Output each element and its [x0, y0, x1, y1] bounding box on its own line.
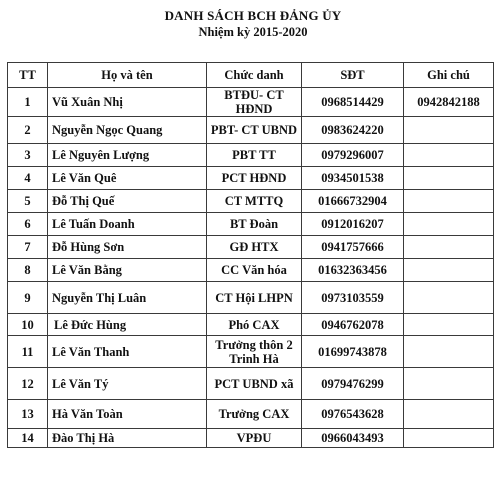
cell-note	[404, 236, 494, 259]
cell-phone: 0934501538	[302, 167, 404, 190]
column-header-tt: TT	[8, 63, 48, 88]
cell-note	[404, 213, 494, 236]
cell-name: Lê Tuấn Doanh	[48, 213, 207, 236]
cell-phone: 01632363456	[302, 259, 404, 282]
cell-role: VPĐU	[207, 429, 302, 448]
cell-name: Đào Thị Hà	[48, 429, 207, 448]
cell-role: PCT HĐND	[207, 167, 302, 190]
cell-name: Lê Văn Quê	[48, 167, 207, 190]
cell-tt: 5	[8, 190, 48, 213]
cell-note	[404, 336, 494, 368]
column-header-role: Chức danh	[207, 63, 302, 88]
cell-name: Lê Đức Hùng	[48, 314, 207, 336]
cell-role: GĐ HTX	[207, 236, 302, 259]
table-row	[8, 117, 494, 144]
table-row	[8, 190, 494, 213]
cell-name: Vũ Xuân Nhị	[48, 88, 207, 117]
table-header	[8, 63, 494, 88]
cell-tt: 7	[8, 236, 48, 259]
cell-note	[404, 314, 494, 336]
cell-role: PCT UBND xã	[207, 368, 302, 400]
cell-role: PBT TT	[207, 144, 302, 167]
cell-name: Lê Nguyên Lượng	[48, 144, 207, 167]
cell-name: Đỗ Hùng Sơn	[48, 236, 207, 259]
table-row	[8, 400, 494, 429]
cell-name: Nguyễn Thị Luân	[48, 282, 207, 314]
cell-phone: 0976543628	[302, 400, 404, 429]
cell-note	[404, 144, 494, 167]
member-table	[7, 62, 494, 448]
column-header-name: Họ và tên	[48, 63, 207, 88]
document-subtitle: Nhiệm kỳ 2015-2020	[198, 25, 308, 39]
cell-role: CT MTTQ	[207, 190, 302, 213]
table-header-row	[8, 63, 494, 88]
cell-phone: 0983624220	[302, 117, 404, 144]
cell-note	[404, 400, 494, 429]
table-row	[8, 236, 494, 259]
cell-note	[404, 167, 494, 190]
cell-phone: 0912016207	[302, 213, 404, 236]
cell-note	[404, 429, 494, 448]
cell-phone: 0979476299	[302, 368, 404, 400]
cell-tt: 8	[8, 259, 48, 282]
cell-phone: 01666732904	[302, 190, 404, 213]
table-row	[8, 368, 494, 400]
cell-role: Trưởng thôn 2 Trinh Hà	[207, 336, 302, 368]
cell-note	[404, 259, 494, 282]
cell-name: Lê Văn Tý	[48, 368, 207, 400]
table-row	[8, 282, 494, 314]
table-row	[8, 259, 494, 282]
cell-role: CC Văn hóa	[207, 259, 302, 282]
cell-role: BTĐU- CT HĐND	[207, 88, 302, 117]
cell-role: CT Hội LHPN	[207, 282, 302, 314]
cell-phone: 0966043493	[302, 429, 404, 448]
table-row	[8, 88, 494, 117]
cell-tt: 9	[8, 282, 48, 314]
cell-role: Phó CAX	[207, 314, 302, 336]
cell-phone: 0973103559	[302, 282, 404, 314]
cell-tt: 13	[8, 400, 48, 429]
column-header-note: Ghi chú	[404, 63, 494, 88]
table-row	[8, 213, 494, 236]
cell-name: Đỗ Thị Quế	[48, 190, 207, 213]
cell-name: Hà Văn Toàn	[48, 400, 207, 429]
cell-note	[404, 117, 494, 144]
cell-tt: 6	[8, 213, 48, 236]
table-body	[8, 88, 494, 448]
cell-phone: 01699743878	[302, 336, 404, 368]
cell-phone: 0968514429	[302, 88, 404, 117]
table-row	[8, 314, 494, 336]
cell-note	[404, 190, 494, 213]
cell-note	[404, 368, 494, 400]
document-header	[0, 8, 500, 40]
cell-tt: 14	[8, 429, 48, 448]
cell-phone: 0941757666	[302, 236, 404, 259]
cell-note	[404, 282, 494, 314]
cell-role: BT Đoàn	[207, 213, 302, 236]
cell-tt: 1	[8, 88, 48, 117]
cell-note: 0942842188	[404, 88, 494, 117]
cell-name: Lê Văn Bằng	[48, 259, 207, 282]
table-row	[8, 336, 494, 368]
cell-role: PBT- CT UBND	[207, 117, 302, 144]
cell-tt: 4	[8, 167, 48, 190]
cell-tt: 12	[8, 368, 48, 400]
table-row	[8, 167, 494, 190]
table-row	[8, 144, 494, 167]
table-row	[8, 429, 494, 448]
cell-phone: 0946762078	[302, 314, 404, 336]
cell-name: Lê Văn Thanh	[48, 336, 207, 368]
document-title: DANH SÁCH BCH ĐẢNG ỦY	[164, 8, 342, 23]
cell-tt: 10	[8, 314, 48, 336]
cell-tt: 11	[8, 336, 48, 368]
cell-name: Nguyễn Ngọc Quang	[48, 117, 207, 144]
cell-tt: 3	[8, 144, 48, 167]
cell-phone: 0979296007	[302, 144, 404, 167]
cell-tt: 2	[8, 117, 48, 144]
column-header-phone: SĐT	[302, 63, 404, 88]
cell-role: Trưởng CAX	[207, 400, 302, 429]
